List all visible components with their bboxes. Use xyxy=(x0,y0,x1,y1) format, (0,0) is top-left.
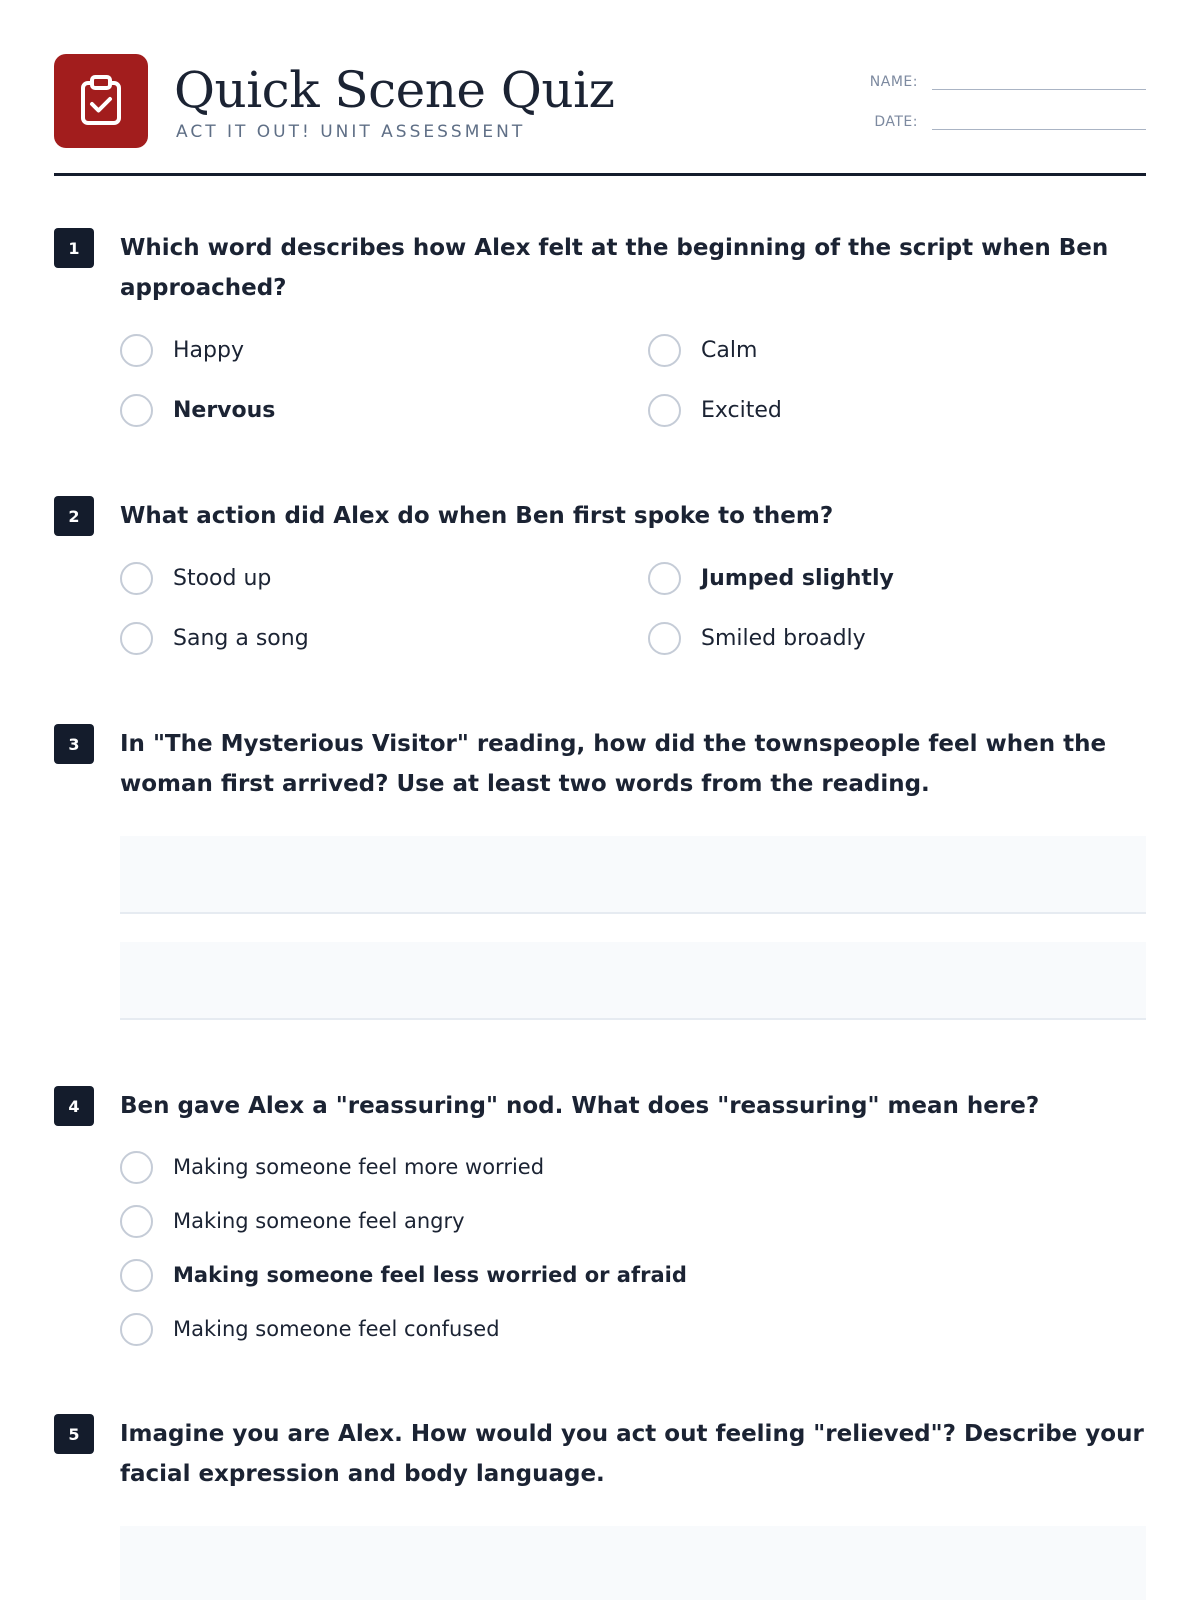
option-label: Jumped slightly xyxy=(701,565,894,591)
date-field[interactable] xyxy=(932,108,1146,130)
radio-button[interactable] xyxy=(648,622,681,655)
question-2 xyxy=(54,496,1146,656)
question-4 xyxy=(54,1086,1146,1346)
radio-button[interactable] xyxy=(120,622,153,655)
option-angry[interactable] xyxy=(120,1204,1146,1238)
question-number: 2 xyxy=(54,496,94,536)
option-confused[interactable] xyxy=(120,1312,1146,1346)
answer-options xyxy=(120,560,1146,656)
option-smiled-broadly[interactable] xyxy=(648,620,1176,656)
option-label: Excited xyxy=(701,397,782,423)
question-text: Imagine you are Alex. How would you act out feeling "relieved"? Describe your facial expression and body language. xyxy=(120,1421,1144,1487)
question-number: 1 xyxy=(54,228,94,268)
option-label: Calm xyxy=(701,337,758,363)
answer-line-2[interactable] xyxy=(120,942,1146,1020)
question-1 xyxy=(54,228,1146,428)
question-3 xyxy=(54,724,1146,1020)
option-nervous[interactable] xyxy=(120,392,648,428)
question-number: 4 xyxy=(54,1086,94,1126)
radio-button[interactable] xyxy=(648,334,681,367)
option-less-worried[interactable] xyxy=(120,1258,1146,1292)
radio-button[interactable] xyxy=(120,1151,153,1184)
radio-button[interactable] xyxy=(120,1313,153,1346)
date-label: DATE: xyxy=(874,114,918,130)
option-label: Stood up xyxy=(173,565,272,591)
name-row xyxy=(858,68,1146,90)
answer-line-1[interactable] xyxy=(120,1526,1146,1600)
option-more-worried[interactable] xyxy=(120,1150,1146,1184)
quiz-header xyxy=(54,54,1146,176)
option-label: Making someone feel confused xyxy=(173,1317,500,1341)
radio-button[interactable] xyxy=(120,394,153,427)
answer-options xyxy=(120,1150,1146,1346)
radio-button[interactable] xyxy=(120,562,153,595)
page-title: Quick Scene Quiz xyxy=(174,61,615,119)
radio-button[interactable] xyxy=(120,1259,153,1292)
option-label: Making someone feel angry xyxy=(173,1209,465,1233)
option-label: Making someone feel less worried or afraid xyxy=(173,1263,687,1287)
question-text: In "The Mysterious Visitor" reading, how did the townspeople feel when the woman first arrived? Use at least two words from the reading. xyxy=(120,731,1107,797)
answer-options xyxy=(120,332,1146,428)
option-happy[interactable] xyxy=(120,332,648,368)
question-5 xyxy=(54,1414,1146,1600)
name-field[interactable] xyxy=(932,68,1146,90)
option-jumped-slightly[interactable] xyxy=(648,560,1176,596)
date-row xyxy=(858,108,1146,130)
option-label: Smiled broadly xyxy=(701,625,866,651)
option-sang-a-song[interactable] xyxy=(120,620,648,656)
radio-button[interactable] xyxy=(648,562,681,595)
radio-button[interactable] xyxy=(648,394,681,427)
option-calm[interactable] xyxy=(648,332,1176,368)
name-label: NAME: xyxy=(869,74,918,90)
question-text: Ben gave Alex a "reassuring" nod. What does "reassuring" mean here? xyxy=(120,1093,1040,1119)
page-subtitle: ACT IT OUT! UNIT ASSESSMENT xyxy=(176,122,526,142)
option-label: Sang a song xyxy=(173,625,309,651)
radio-button[interactable] xyxy=(120,1205,153,1238)
answer-line-1[interactable] xyxy=(120,836,1146,914)
question-text: What action did Alex do when Ben first spoke to them? xyxy=(120,503,834,529)
clipboard-check-icon xyxy=(54,54,148,148)
option-excited[interactable] xyxy=(648,392,1176,428)
option-label: Happy xyxy=(173,337,244,363)
option-stood-up[interactable] xyxy=(120,560,648,596)
question-text: Which word describes how Alex felt at the beginning of the script when Ben approached? xyxy=(120,235,1109,301)
option-label: Making someone feel more worried xyxy=(173,1155,545,1179)
radio-button[interactable] xyxy=(120,334,153,367)
question-number: 3 xyxy=(54,724,94,764)
question-number: 5 xyxy=(54,1414,94,1454)
option-label: Nervous xyxy=(173,397,276,423)
